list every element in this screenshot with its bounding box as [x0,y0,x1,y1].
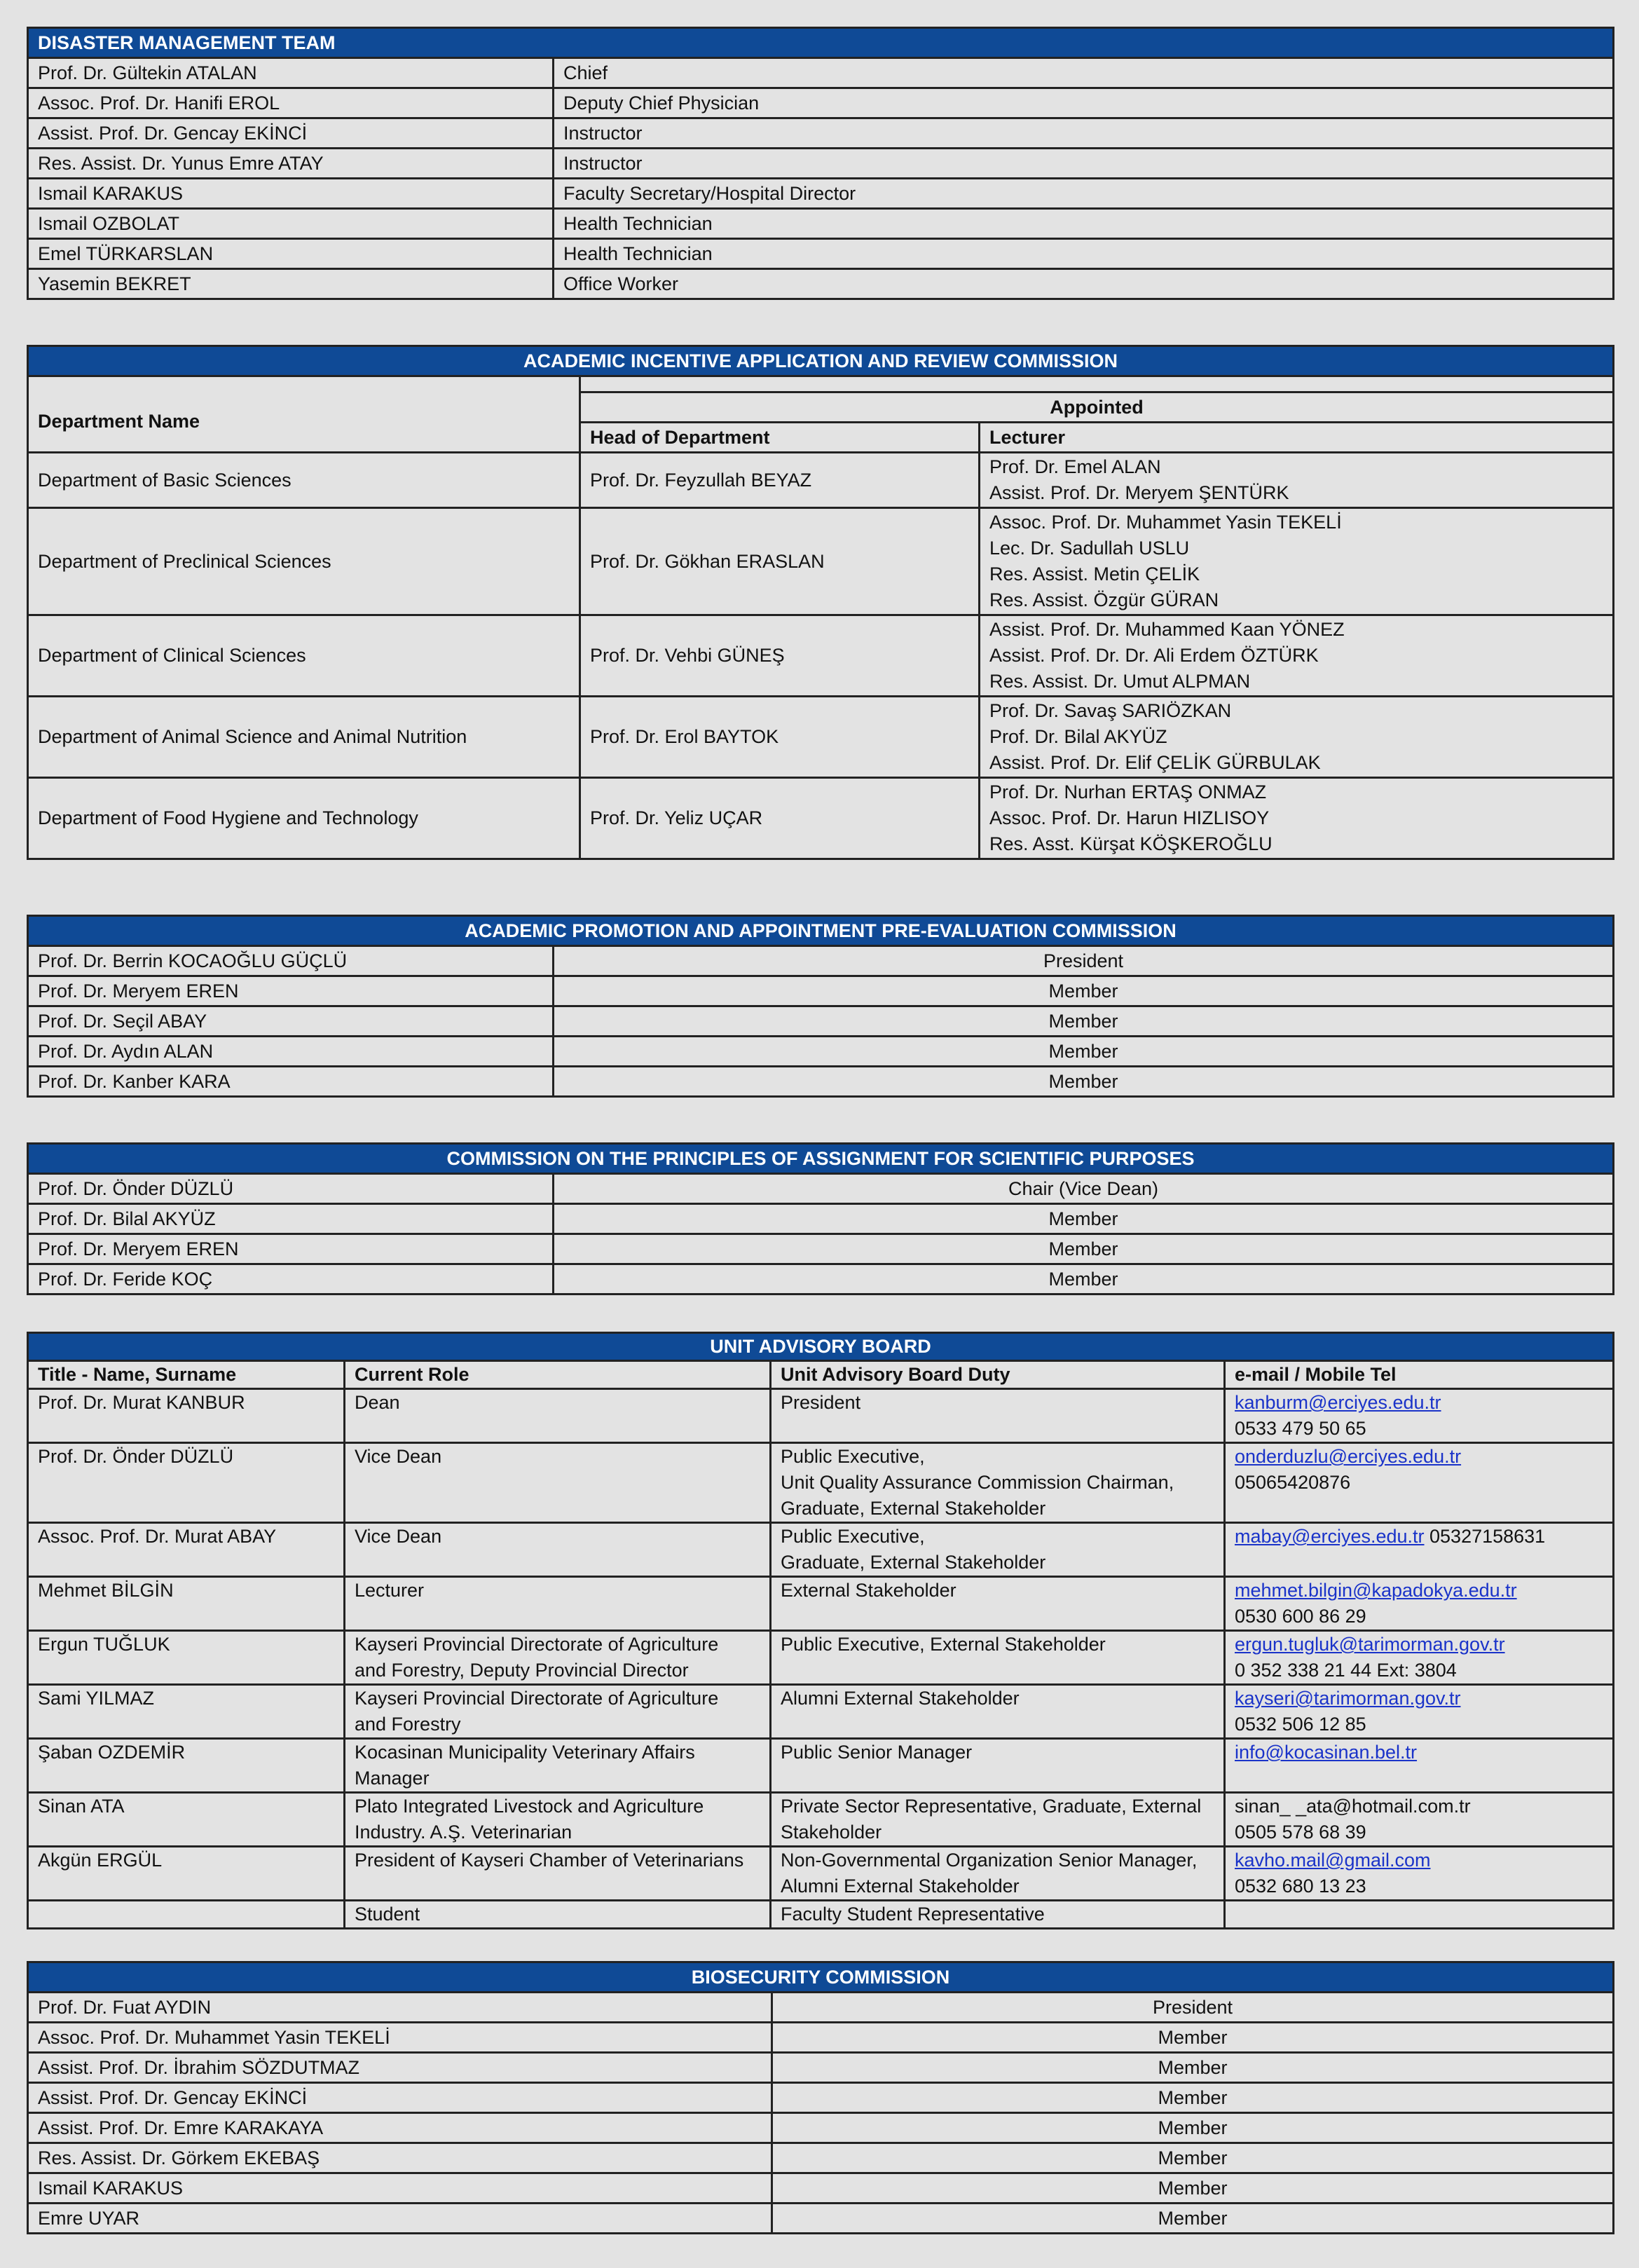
member-role: President [772,1993,1614,2023]
email-link[interactable]: info@kocasinan.bel.tr [1235,1742,1418,1763]
member-role: Member [554,1037,1614,1067]
mobile-phone: 0 352 338 21 44 Ext: 3804 [1235,1660,1457,1681]
table-row [28,2173,1614,2204]
advisory-duty-line: Public Executive, External Stakeholder [781,1634,1106,1655]
table-row [28,1993,1614,2023]
lecturer-list [980,778,1614,859]
current-role [345,1631,771,1685]
mobile-phone: 05065420876 [1235,1472,1351,1493]
table-row [28,269,1614,299]
lecturer-name: Assist. Prof. Dr. Dr. Ali Erdem ÖZTÜRK [989,645,1319,666]
contact-info [1225,1523,1614,1577]
current-role-line: Student [355,1904,420,1925]
current-role [345,1685,771,1739]
assignment-commission-title: COMMISSION ON THE PRINCIPLES OF ASSIGNMENT FOR SCIENTIFIC PURPOSES [28,1144,1614,1174]
email-link[interactable]: kavho.mail@gmail.com [1235,1850,1431,1871]
member-role: Member [772,2053,1614,2083]
department-name: Department of Food Hygiene and Technology [28,778,580,859]
member-name: Assoc. Prof. Dr. Muhammet Yasin TEKELİ [28,2023,772,2053]
current-role [345,1577,771,1631]
current-role-line: Plato Integrated Livestock and Agriculture [355,1796,704,1817]
member-role: Deputy Chief Physician [554,88,1614,118]
member-role: Member [772,2083,1614,2113]
member-name: Res. Assist. Dr. Görkem EKEBAŞ [28,2143,772,2173]
member-name: Assoc. Prof. Dr. Hanifi EROL [28,88,554,118]
email-line [1235,1524,1603,1550]
advisory-duty [771,1847,1225,1901]
member-name: Res. Assist. Dr. Yunus Emre ATAY [28,149,554,179]
lecturer-header: Lecturer [980,423,1614,453]
member-name: Prof. Dr. Berrin KOCAOĞLU GÜÇLÜ [28,946,554,976]
lecturer-name: Res. Assist. Dr. Umut ALPMAN [989,671,1251,692]
email-link[interactable]: mehmet.bilgin@kapadokya.edu.tr [1235,1580,1517,1601]
assignment-commission-table [27,1142,1614,1295]
biosecurity-table [27,1961,1614,2234]
incentive-commission-section [27,345,1614,860]
head-of-department: Prof. Dr. Gökhan ERASLAN [580,508,980,615]
lecturer-name: Assist. Prof. Dr. Elif ÇELİK GÜRBULAK [989,752,1321,773]
table-row [28,1037,1614,1067]
advisory-duty-line: Graduate, External Stakeholder [781,1552,1046,1573]
member-name: Mehmet BİLGİN [28,1577,345,1631]
lecturer-name: Prof. Dr. Savaş SARIÖZKAN [989,700,1232,721]
member-name: Prof. Dr. Feride KOÇ [28,1264,554,1294]
contact-info [1225,1739,1614,1793]
member-role: Member [554,1204,1614,1234]
department-row [28,453,1614,508]
advisory-duty-line: Non-Governmental Organization Senior Manager, [781,1850,1198,1871]
advisory-board-header-row [28,1361,1614,1389]
mobile-phone: 0532 680 13 23 [1235,1876,1366,1897]
department-name: Department of Preclinical Sciences [28,508,580,615]
contact-info [1225,1685,1614,1739]
current-role [345,1739,771,1793]
member-name: Prof. Dr. Fuat AYDIN [28,1993,772,2023]
member-role: Chair (Vice Dean) [554,1174,1614,1204]
mobile-phone: 0530 600 86 29 [1235,1606,1366,1627]
table-row [28,239,1614,269]
email-line [1235,1740,1603,1765]
advisory-duty-line: Stakeholder [781,1822,882,1843]
current-role-line: Industry. A.Ş. Veterinarian [355,1822,572,1843]
current-role-line: Vice Dean [355,1526,442,1547]
advisory-board-row [28,1577,1614,1631]
current-role-line: Vice Dean [355,1446,442,1467]
department-row [28,697,1614,778]
current-role-line: and Forestry [355,1714,461,1735]
column-header: e-mail / Mobile Tel [1225,1361,1614,1389]
advisory-board-row [28,1523,1614,1577]
member-name: Assist. Prof. Dr. Gencay EKİNCİ [28,118,554,149]
email-line [1235,1444,1603,1470]
incentive-commission-table [27,345,1614,860]
member-name: Sami YILMAZ [28,1685,345,1739]
lecturer-list [980,697,1614,778]
advisory-duty-line: Faculty Student Representative [781,1904,1045,1925]
contact-info [1225,1577,1614,1631]
member-name: Prof. Dr. Gültekin ATALAN [28,58,554,88]
head-of-department: Prof. Dr. Vehbi GÜNEŞ [580,615,980,697]
lecturer-list [980,453,1614,508]
member-name: Prof. Dr. Murat KANBUR [28,1389,345,1443]
advisory-duty-line: Graduate, External Stakeholder [781,1498,1046,1519]
current-role-line: Manager [355,1768,430,1789]
lecturer-name: Res. Assist. Özgür GÜRAN [989,589,1219,610]
advisory-board-row [28,1793,1614,1847]
department-row [28,615,1614,697]
member-role: Member [772,2204,1614,2234]
advisory-duty-line: Public Executive, [781,1446,925,1467]
advisory-board-row [28,1685,1614,1739]
column-header: Current Role [345,1361,771,1389]
member-name: Yasemin BEKRET [28,269,554,299]
promotion-commission-title: ACADEMIC PROMOTION AND APPOINTMENT PRE-EVALUATION COMMISSION [28,916,1614,946]
department-name: Department of Animal Science and Animal Nutrition [28,697,580,778]
lecturer-list [980,615,1614,697]
advisory-duty-line: Alumni External Stakeholder [781,1688,1020,1709]
mobile-phone: 0533 479 50 65 [1235,1418,1366,1439]
email-line [1235,1686,1603,1712]
promotion-commission-section [27,915,1614,1098]
advisory-duty-line: President [781,1392,861,1413]
biosecurity-section [27,1961,1614,2234]
lecturer-list [980,508,1614,615]
advisory-duty [771,1577,1225,1631]
spacer-cell [28,376,580,392]
member-name: Prof. Dr. Kanber KARA [28,1067,554,1097]
email-line [1235,1578,1603,1604]
member-role: Member [772,2023,1614,2053]
member-name: Akgün ERGÜL [28,1847,345,1901]
member-role: Member [554,1234,1614,1264]
advisory-duty [771,1523,1225,1577]
member-name: Sinan ATA [28,1793,345,1847]
advisory-board-row [28,1389,1614,1443]
email-line [1235,1390,1603,1416]
table-row [28,149,1614,179]
disaster-management-title: DISASTER MANAGEMENT TEAM [28,28,1614,58]
advisory-board-row [28,1901,1614,1929]
current-role-line: Dean [355,1392,400,1413]
lecturer-name: Prof. Dr. Emel ALAN [989,456,1161,477]
member-role: Health Technician [554,239,1614,269]
table-row [28,118,1614,149]
member-name: Prof. Dr. Aydın ALAN [28,1037,554,1067]
head-of-department: Prof. Dr. Feyzullah BEYAZ [580,453,980,508]
current-role-line: and Forestry, Deputy Provincial Director [355,1660,689,1681]
member-name: Prof. Dr. Meryem EREN [28,976,554,1006]
lecturer-name: Prof. Dr. Bilal AKYÜZ [989,726,1167,747]
table-row [28,976,1614,1006]
current-role [345,1443,771,1523]
member-name: Prof. Dr. Önder DÜZLÜ [28,1443,345,1523]
contact-info [1225,1631,1614,1685]
member-role: Office Worker [554,269,1614,299]
head-of-department: Prof. Dr. Yeliz UÇAR [580,778,980,859]
head-of-department-header: Head of Department [580,423,980,453]
lecturer-name: Assoc. Prof. Dr. Muhammet Yasin TEKELİ [989,512,1342,533]
table-row [28,1174,1614,1204]
member-name: Şaban OZDEMİR [28,1739,345,1793]
advisory-duty-line: Unit Quality Assurance Commission Chairman, [781,1472,1174,1493]
table-row [28,1234,1614,1264]
table-row [28,1204,1614,1234]
table-row [28,1006,1614,1037]
current-role [345,1847,771,1901]
member-role: Member [554,1006,1614,1037]
current-role-line: President of Kayseri Chamber of Veterinarians [355,1850,744,1871]
advisory-duty-line: Private Sector Representative, Graduate, External [781,1796,1202,1817]
email-line [1235,1794,1603,1819]
member-role: Member [554,976,1614,1006]
advisory-duty-line: Alumni External Stakeholder [781,1876,1020,1897]
member-role: Instructor [554,149,1614,179]
lecturer-name: Lec. Dr. Sadullah USLU [989,538,1190,559]
biosecurity-title: BIOSECURITY COMMISSION [28,1962,1614,1993]
table-row [28,179,1614,209]
spacer-cell [580,376,1614,392]
advisory-board-row [28,1631,1614,1685]
contact-info [1225,1847,1614,1901]
table-row [28,1067,1614,1097]
advisory-duty [771,1631,1225,1685]
lecturer-name: Res. Assist. Metin ÇELİK [989,563,1200,585]
contact-info [1225,1793,1614,1847]
member-name: Assist. Prof. Dr. Emre KARAKAYA [28,2113,772,2143]
advisory-board-title: UNIT ADVISORY BOARD [28,1333,1614,1361]
advisory-board-row [28,1443,1614,1523]
email-link[interactable]: mabay@erciyes.edu.tr [1235,1526,1425,1547]
disaster-management-section [27,27,1614,300]
table-row [28,2204,1614,2234]
member-role: Instructor [554,118,1614,149]
incentive-commission-title: ACADEMIC INCENTIVE APPLICATION AND REVIEW COMMISSION [28,346,1614,376]
table-row [28,1264,1614,1294]
member-name: Emre UYAR [28,2204,772,2234]
member-role: Chief [554,58,1614,88]
current-role-line: Kayseri Provincial Directorate of Agriculture [355,1634,719,1655]
department-name-header: Department Name [28,392,580,453]
email-link[interactable]: kanburm@erciyes.edu.tr [1235,1392,1441,1413]
current-role [345,1523,771,1577]
member-name: Ismail KARAKUS [28,2173,772,2204]
current-role [345,1793,771,1847]
member-role: Member [554,1067,1614,1097]
email-link[interactable]: kayseri@tarimorman.gov.tr [1235,1688,1461,1709]
advisory-duty-line: Public Senior Manager [781,1742,973,1763]
advisory-duty [771,1443,1225,1523]
advisory-board-section [27,1332,1614,1929]
member-role: Member [554,1264,1614,1294]
current-role [345,1901,771,1929]
member-name: Assoc. Prof. Dr. Murat ABAY [28,1523,345,1577]
member-role: Member [772,2143,1614,2173]
current-role-line: Kocasinan Municipality Veterinary Affairs [355,1742,695,1763]
email-line [1235,1632,1603,1658]
member-name: Emel TÜRKARSLAN [28,239,554,269]
advisory-duty [771,1685,1225,1739]
email-line [1235,1847,1603,1873]
advisory-duty-line: Public Executive, [781,1526,925,1547]
department-name: Department of Basic Sciences [28,453,580,508]
member-name: Assist. Prof. Dr. Gencay EKİNCİ [28,2083,772,2113]
advisory-duty-line: External Stakeholder [781,1580,956,1601]
assignment-commission-section [27,1142,1614,1295]
member-name: Prof. Dr. Seçil ABAY [28,1006,554,1037]
table-row [28,2083,1614,2113]
department-row [28,508,1614,615]
mobile-phone: 0505 578 68 39 [1235,1822,1366,1843]
member-role: Faculty Secretary/Hospital Director [554,179,1614,209]
department-name: Department of Clinical Sciences [28,615,580,697]
column-header: Title - Name, Surname [28,1361,345,1389]
member-name: Prof. Dr. Meryem EREN [28,1234,554,1264]
table-row [28,58,1614,88]
member-name: Ismail OZBOLAT [28,209,554,239]
advisory-duty [771,1793,1225,1847]
current-role-line: Kayseri Provincial Directorate of Agriculture [355,1688,719,1709]
advisory-board-table [27,1332,1614,1929]
lecturer-name: Assist. Prof. Dr. Meryem ŞENTÜRK [989,482,1289,503]
table-row [28,88,1614,118]
table-row [28,2143,1614,2173]
current-role [345,1389,771,1443]
email-text: sinan_ _ata@hotmail.com.tr [1235,1796,1471,1817]
member-role: President [554,946,1614,976]
member-name: Prof. Dr. Bilal AKYÜZ [28,1204,554,1234]
contact-info [1225,1443,1614,1523]
mobile-phone: 0532 506 12 85 [1235,1714,1366,1735]
member-name: Ismail KARAKUS [28,179,554,209]
disaster-management-table [27,27,1614,300]
contact-info [1225,1901,1614,1929]
department-row [28,778,1614,859]
promotion-commission-table [27,915,1614,1098]
advisory-duty [771,1739,1225,1793]
advisory-duty [771,1389,1225,1443]
lecturer-name: Assist. Prof. Dr. Muhammed Kaan YÖNEZ [989,619,1345,640]
column-header: Unit Advisory Board Duty [771,1361,1225,1389]
table-row [28,2113,1614,2143]
member-name: Prof. Dr. Önder DÜZLÜ [28,1174,554,1204]
mobile-phone: 05327158631 [1424,1526,1546,1547]
email-link[interactable]: onderduzlu@erciyes.edu.tr [1235,1446,1462,1467]
member-role: Member [772,2113,1614,2143]
email-link[interactable]: ergun.tugluk@tarimorman.gov.tr [1235,1634,1505,1655]
lecturer-name: Assoc. Prof. Dr. Harun HIZLISOY [989,807,1270,828]
head-of-department: Prof. Dr. Erol BAYTOK [580,697,980,778]
member-name [28,1901,345,1929]
advisory-board-row [28,1847,1614,1901]
table-row [28,209,1614,239]
current-role-line: Lecturer [355,1580,425,1601]
member-role: Health Technician [554,209,1614,239]
table-row [28,946,1614,976]
advisory-board-row [28,1739,1614,1793]
member-name: Ergun TUĞLUK [28,1631,345,1685]
appointed-header: Appointed [580,392,1614,423]
table-row [28,2023,1614,2053]
member-role: Member [772,2173,1614,2204]
member-name: Assist. Prof. Dr. İbrahim SÖZDUTMAZ [28,2053,772,2083]
advisory-duty [771,1901,1225,1929]
table-row [28,2053,1614,2083]
lecturer-name: Prof. Dr. Nurhan ERTAŞ ONMAZ [989,781,1267,802]
contact-info [1225,1389,1614,1443]
lecturer-name: Res. Asst. Kürşat KÖŞKEROĞLU [989,833,1273,854]
